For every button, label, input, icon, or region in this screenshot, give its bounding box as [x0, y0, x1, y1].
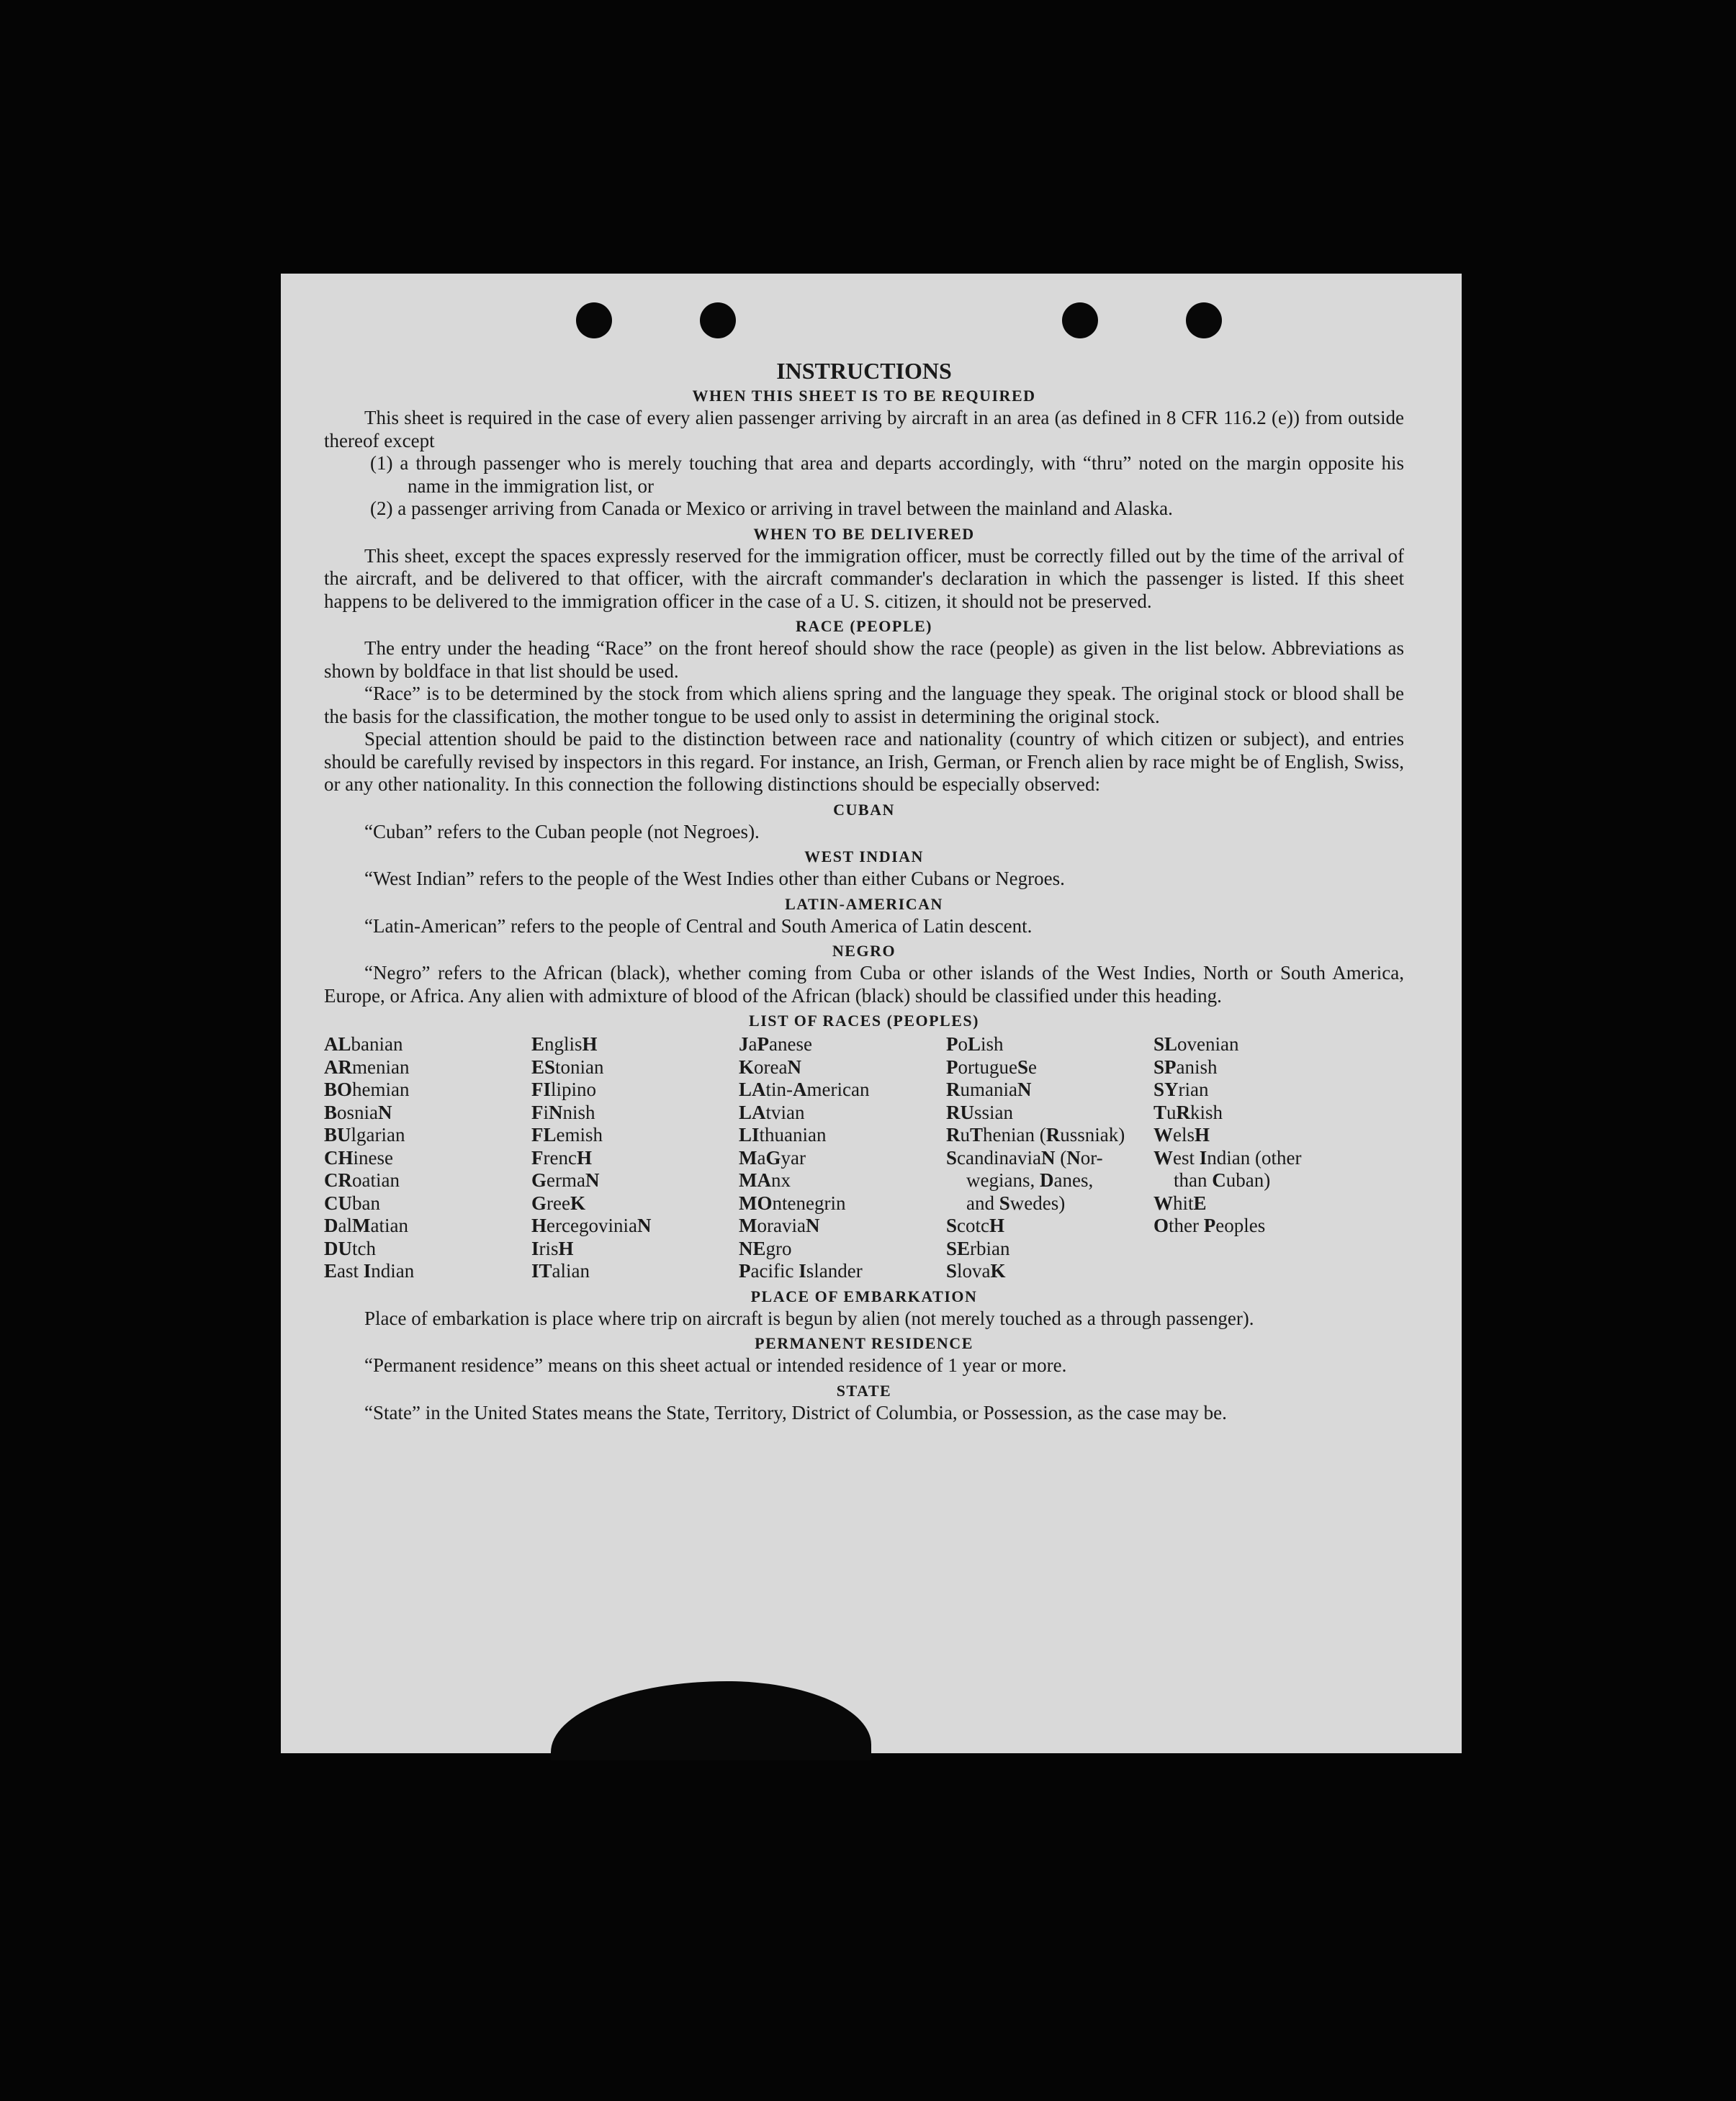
punch-hole [576, 302, 612, 338]
punch-hole [700, 302, 736, 338]
races-column-3 [739, 1033, 946, 1283]
race-item: MaGyar [739, 1146, 806, 1169]
race-item: LAtin-American [739, 1079, 870, 1100]
race-item: LIthuanian [739, 1124, 827, 1146]
race-item: West Indian (other [1153, 1146, 1302, 1169]
race-item: WelsH [1153, 1124, 1210, 1146]
section-heading-residence: PERMANENT RESIDENCE [755, 1334, 973, 1352]
races-list [324, 1033, 1404, 1283]
negro-text: “Negro” refers to the African (black), whether coming from Cuba or other islands of the West Indies, North or South America, Europe, or Africa. Any alien with admixture of blood of the African (black) should be classified under this heading. [324, 962, 1404, 1007]
race-item: ITalian [531, 1260, 590, 1282]
section-heading-latin-american: LATIN-AMERICAN [785, 894, 943, 913]
section-heading-cuban: CUBAN [833, 800, 895, 819]
race-item: RumaniaN [946, 1079, 1032, 1100]
race-item: ScandinaviaN (Nor- [946, 1146, 1103, 1169]
race-item: HercegoviniaN [531, 1215, 652, 1236]
residence-text: “Permanent residence” means on this sheet actual or intended residence of 1 year or more. [364, 1354, 1067, 1376]
race-item: KoreaN [739, 1056, 801, 1078]
state-text: “State” in the United States means the State, Territory, District of Columbia, or Possession, as the case may be. [364, 1401, 1227, 1423]
races-column-4 [946, 1033, 1153, 1283]
section-heading-state: STATE [836, 1381, 892, 1400]
race-paragraph-3: Special attention should be paid to the distinction between race and nationality (country of which citizen or subject), and entries should be carefully revised by inspectors in this regard. For instance, an Irish, German, or French alien by race might be of English, Swiss, or any other nationality. In this connection the following distinctions should be especially observed: [324, 728, 1404, 795]
race-paragraph-2: “Race” is to be determined by the stock from which aliens spring and the language they speak. The original stock or blood shall be the basis for the classification, the mother tongue to be used only to assist in determining the original stock. [324, 683, 1404, 727]
race-item: DUtch [324, 1237, 376, 1259]
section-heading-embarkation: PLACE OF EMBARKATION [750, 1287, 978, 1305]
race-item: JaPanese [739, 1033, 812, 1055]
race-item: SLovenian [1153, 1033, 1239, 1055]
latin-american-text: “Latin-American” refers to the people of Central and South America of Latin descent. [364, 914, 1033, 937]
race-item: EnglisH [531, 1033, 598, 1055]
page-title: INSTRUCTIONS [776, 358, 952, 384]
race-item: MOntenegrin [739, 1192, 846, 1214]
race-item: CRoatian [324, 1169, 400, 1191]
race-item: GermaN [531, 1169, 600, 1191]
race-item: CHinese [324, 1146, 393, 1169]
race-item: BosniaN [324, 1101, 392, 1123]
embarkation-text: Place of embarkation is place where trip on aircraft is begun by alien (not merely touched as a through passenger). [364, 1307, 1254, 1329]
punch-hole [1062, 302, 1098, 338]
race-item: ALbanian [324, 1033, 403, 1055]
race-item: SPanish [1153, 1056, 1218, 1078]
race-item: Other Peoples [1153, 1215, 1266, 1236]
required-item-2: (2) a passenger arriving from Canada or Mexico or arriving in travel between the mainland and Alaska. [370, 498, 1173, 519]
race-item: SErbian [946, 1237, 1010, 1259]
race-item: Pacific Islander [739, 1260, 863, 1282]
race-item: GreeK [531, 1192, 585, 1214]
race-item: FrencH [531, 1146, 592, 1169]
race-item: RuThenian (Russniak) [946, 1124, 1125, 1146]
race-item: WhitE [1153, 1192, 1207, 1214]
race-paragraph-1: The entry under the heading “Race” on the front hereof should show the race (people) as given in the list below. Abbreviations as shown by boldface in that list should be used. [324, 637, 1404, 682]
race-item: SlovaK [946, 1260, 1006, 1282]
race-item: MAnx [739, 1169, 791, 1191]
race-item: FLemish [531, 1124, 603, 1146]
race-item: DalMatian [324, 1215, 408, 1236]
races-column-2 [531, 1033, 739, 1283]
west-indian-text: “West Indian” refers to the people of the West Indies other than either Cubans or Negroes. [364, 868, 1065, 889]
section-heading-delivered: WHEN TO BE DELIVERED [753, 524, 975, 543]
torn-paper-damage [551, 1681, 871, 1760]
instruction-sheet [281, 274, 1462, 1753]
cuban-text: “Cuban” refers to the Cuban people (not Negroes). [364, 820, 760, 842]
race-item: than Cuban) [1174, 1169, 1271, 1191]
section-heading-race: RACE (PEOPLE) [796, 617, 932, 635]
races-column-1 [324, 1033, 531, 1283]
race-item: FIlipino [531, 1079, 597, 1100]
sheet-content [324, 356, 1404, 1424]
race-item: IrisH [531, 1237, 574, 1259]
race-item: wegians, Danes, [966, 1169, 1094, 1191]
race-item: LAtvian [739, 1101, 805, 1123]
race-item: EStonian [531, 1056, 604, 1078]
race-item: BOhemian [324, 1079, 410, 1100]
required-item-1: (1) a through passenger who is merely touching that area and departs accordingly, with “thru” noted on the margin opposite his name in the immigration list, or [370, 452, 1404, 497]
section-heading-west-indian: WEST INDIAN [804, 847, 924, 865]
race-item: ScotcH [946, 1215, 1005, 1236]
race-item: East Indian [324, 1260, 415, 1282]
race-item: PortugueSe [946, 1056, 1037, 1078]
section-heading-negro: NEGRO [832, 942, 896, 960]
required-intro: This sheet is required in the case of every alien passenger arriving by aircraft in an area (as defined in 8 CFR 116.2 (e)) from outside thereof except [324, 407, 1404, 451]
race-item: MoraviaN [739, 1215, 820, 1236]
punch-hole [1186, 302, 1222, 338]
race-item: TuRkish [1153, 1101, 1223, 1123]
race-item: ARmenian [324, 1056, 410, 1078]
race-item: FiNnish [531, 1101, 595, 1123]
race-item: CUban [324, 1192, 380, 1214]
section-heading-required: WHEN THIS SHEET IS TO BE REQUIRED [692, 387, 1036, 405]
race-item: RUssian [946, 1101, 1013, 1123]
race-item: NEgro [739, 1237, 792, 1259]
race-item: PoLish [946, 1033, 1004, 1055]
race-item: and Swedes) [966, 1192, 1066, 1214]
delivered-text: This sheet, except the spaces expressly reserved for the immigration officer, must be correctly filled out by the time of the arrival of the aircraft, and be delivered to that officer, with the aircraft commander's declaration in which the passenger is listed. If this sheet happens to be delivered to the immigration officer in the case of a U. S. citizen, it should not be preserved. [324, 544, 1404, 612]
race-item: SYrian [1153, 1079, 1209, 1100]
race-item: BUlgarian [324, 1124, 405, 1146]
section-heading-races: LIST OF RACES (PEOPLES) [749, 1012, 979, 1030]
races-column-5 [1153, 1033, 1404, 1283]
